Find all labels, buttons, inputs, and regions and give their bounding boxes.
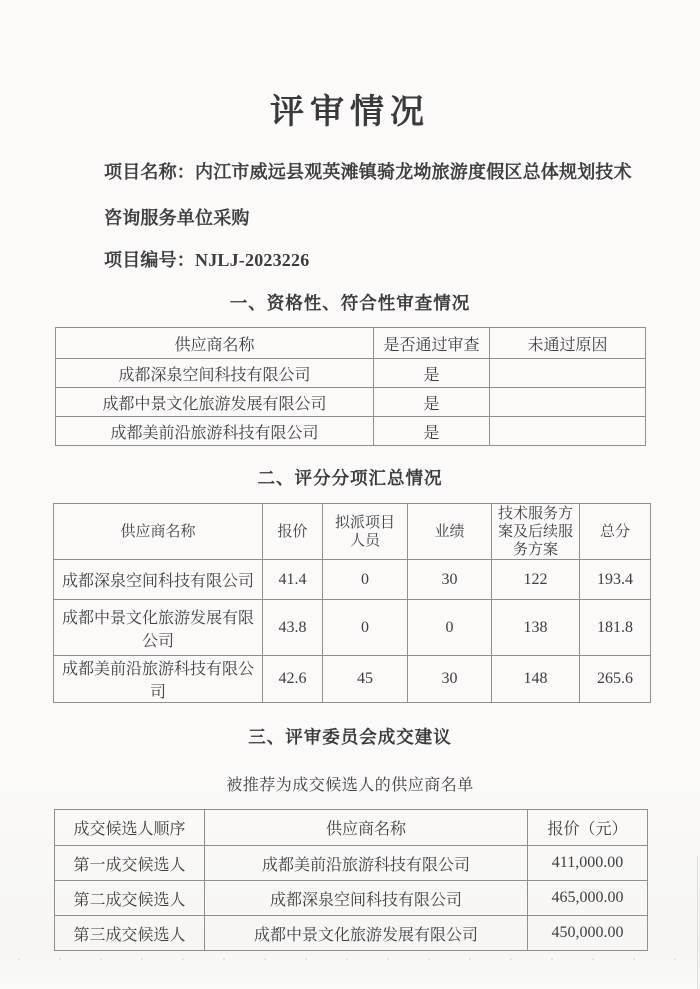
table-row: [54, 560, 651, 600]
table-cell: 成都中景文化旅游发展有限公司: [56, 388, 374, 417]
table-cell: 是: [374, 359, 490, 388]
qualification-review-table: [55, 327, 646, 446]
scoring-summary-table: [53, 503, 651, 703]
project-meta: [104, 149, 648, 275]
table-cell: 41.4: [263, 560, 323, 600]
document-title: 评审情况: [270, 94, 430, 131]
project-name: 项目名称：内江市威远县观英滩镇骑龙坳旅游度假区总体规划技术咨询服务单位采购: [104, 162, 632, 228]
table-row: [55, 916, 648, 951]
column-header: 技术服务方案及后续服务方案: [492, 504, 580, 560]
table-row: [54, 600, 651, 656]
section-heading-recommendation: 三、评审委员会成交建议: [248, 727, 452, 747]
table-cell: 30: [408, 656, 492, 703]
table-cell: 成都美前沿旅游科技有限公司: [54, 656, 263, 703]
column-header: 未通过原因: [490, 328, 646, 359]
scan-edge-artifact: [697, 856, 698, 989]
table-cell: 成都深泉空间科技有限公司: [54, 560, 263, 600]
table-cell: 成都中景文化旅游发展有限公司: [54, 600, 263, 656]
table-cell: 45: [323, 656, 408, 703]
table-cell: 成都深泉空间科技有限公司: [56, 359, 374, 388]
table-row: [55, 846, 648, 881]
table-cell: 181.8: [580, 600, 651, 656]
table-cell: 193.4: [580, 560, 651, 600]
column-header: 拟派项目人员: [323, 504, 408, 560]
candidates-table: [54, 809, 648, 951]
table-cell: [490, 417, 646, 446]
column-header: 供应商名称: [54, 504, 263, 560]
table-row: [55, 881, 648, 916]
column-header: 供应商名称: [205, 810, 528, 846]
column-header: 报价: [263, 504, 323, 560]
table-header-row: [54, 504, 651, 560]
section-heading-scoring: 二、评分分项汇总情况: [257, 468, 443, 488]
table-cell: 0: [408, 600, 492, 656]
table-cell: [490, 359, 646, 388]
section-heading-qualification: 一、资格性、符合性审查情况: [229, 293, 471, 313]
table-cell: 138: [492, 600, 580, 656]
table-cell: 122: [492, 560, 580, 600]
column-header: 报价（元）: [528, 810, 648, 846]
table-cell: 成都中景文化旅游发展有限公司: [205, 916, 528, 951]
table-cell: 465,000.00: [528, 881, 648, 916]
table-cell: 450,000.00: [528, 916, 648, 951]
table-header-row: [56, 328, 646, 359]
table-cell: [490, 388, 646, 417]
table-cell: 265.6: [580, 656, 651, 703]
table-header-row: [55, 810, 648, 846]
project-number: 项目编号：NJLJ-2023226: [104, 250, 310, 270]
table-cell: 是: [374, 417, 490, 446]
table-cell: 成都美前沿旅游科技有限公司: [56, 417, 374, 446]
candidate-list-subtitle: 被推荐为成交候选人的供应商名单: [226, 777, 474, 794]
column-header: 成交候选人顺序: [55, 810, 205, 846]
column-header: 总分: [580, 504, 651, 560]
table-cell: 第一成交候选人: [55, 846, 205, 881]
table-cell: 0: [323, 600, 408, 656]
column-header: 是否通过审查: [374, 328, 490, 359]
table-cell: 成都深泉空间科技有限公司: [205, 881, 528, 916]
table-cell: 第三成交候选人: [55, 916, 205, 951]
table-row: [54, 656, 651, 703]
table-cell: 411,000.00: [528, 846, 648, 881]
table-row: [56, 359, 646, 388]
column-header: 业绩: [408, 504, 492, 560]
table-cell: 30: [408, 560, 492, 600]
scan-noise-artifact: [18, 958, 678, 960]
table-cell: 42.6: [263, 656, 323, 703]
table-cell: 0: [323, 560, 408, 600]
table-cell: 43.8: [263, 600, 323, 656]
table-cell: 148: [492, 656, 580, 703]
table-cell: 是: [374, 388, 490, 417]
table-row: [56, 388, 646, 417]
column-header: 供应商名称: [56, 328, 374, 359]
table-cell: 第二成交候选人: [55, 881, 205, 916]
table-cell: 成都美前沿旅游科技有限公司: [205, 846, 528, 881]
table-row: [56, 417, 646, 446]
